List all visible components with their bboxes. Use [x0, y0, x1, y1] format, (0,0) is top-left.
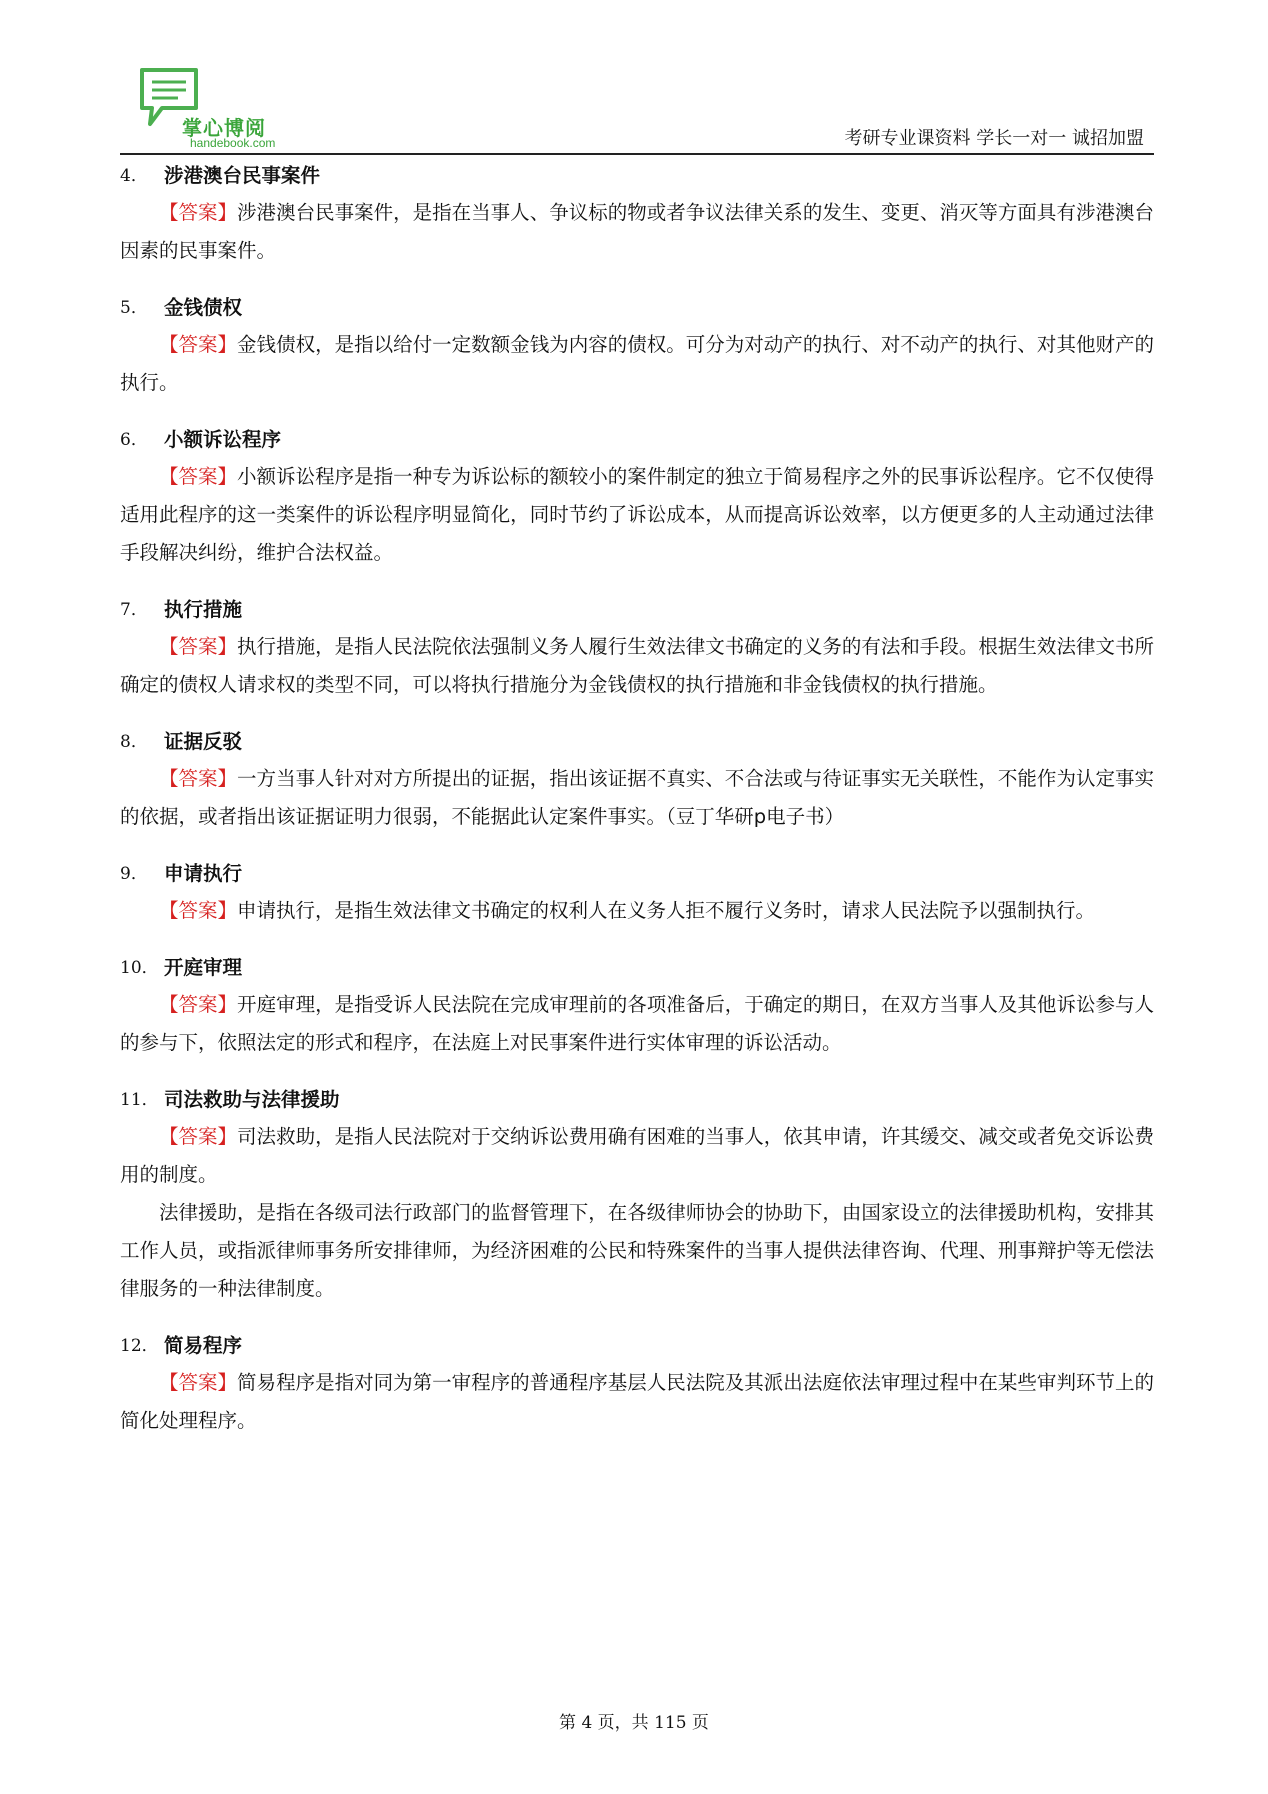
definition-paragraph	[120, 1364, 1154, 1440]
definition-text: 涉港澳台民事案件，是指在当事人、争议标的物或者争议法律关系的发生、变更、消灭等方面具有涉港澳台因素的民事案件。	[120, 201, 1154, 262]
term-number: 9．	[120, 864, 148, 884]
definition-paragraph	[120, 892, 1154, 930]
term-heading	[120, 422, 1154, 458]
logo-url: handebook.com	[190, 136, 276, 150]
term-title: 简易程序	[164, 1334, 243, 1357]
term-entry	[120, 158, 1154, 270]
term-entry	[120, 724, 1154, 836]
answer-tag: 【答案】	[159, 899, 238, 922]
definition-text: 简易程序是指对同为第一审程序的普通程序基层人民法院及其派出法庭依法审理过程中在某些审判环节上的简化处理程序。	[120, 1371, 1154, 1432]
term-title: 执行措施	[164, 598, 243, 621]
header-divider	[120, 153, 1154, 155]
term-entry	[120, 290, 1154, 402]
logo	[136, 64, 286, 148]
definition-paragraph	[120, 458, 1154, 572]
definition-paragraph	[120, 628, 1154, 704]
term-entry	[120, 422, 1154, 572]
term-number: 7．	[120, 600, 148, 620]
term-heading	[120, 950, 1154, 986]
term-heading	[120, 290, 1154, 326]
term-title: 开庭审理	[164, 956, 243, 979]
definition-text: 一方当事人针对对方所提出的证据，指出该证据不真实、不合法或与待证事实无关联性，不能作为认定事实的依据，或者指出该证据证明力很弱，不能据此认定案件事实。（豆丁华研p电子书）	[120, 767, 1154, 828]
definition-text: 司法救助，是指人民法院对于交纳诉讼费用确有困难的当事人，依其申请，许其缓交、减交或者免交诉讼费用的制度。	[120, 1125, 1154, 1186]
answer-tag: 【答案】	[159, 1371, 238, 1394]
term-number: 4．	[120, 166, 148, 186]
answer-tag: 【答案】	[159, 333, 238, 356]
definition-text: 小额诉讼程序是指一种专为诉讼标的额较小的案件制定的独立于简易程序之外的民事诉讼程序。它不仅使得适用此程序的这一类案件的诉讼程序明显简化，同时节约了诉讼成本，从而提高诉讼效率，以方便更多的人主动通过法律手段解决纠纷，维护合法权益。	[120, 465, 1154, 564]
term-number: 12．	[120, 1336, 159, 1356]
definition-paragraph	[120, 1194, 1154, 1308]
page-header	[120, 58, 1154, 154]
page-number: 第 4 页，共 115 页	[559, 1713, 709, 1733]
term-entry	[120, 592, 1154, 704]
definition-paragraph	[120, 760, 1154, 836]
term-heading	[120, 1082, 1154, 1118]
term-title: 证据反驳	[164, 730, 243, 753]
answer-tag: 【答案】	[159, 201, 238, 224]
answer-tag: 【答案】	[159, 635, 238, 658]
document-body	[120, 158, 1154, 1460]
term-heading	[120, 1328, 1154, 1364]
definition-paragraph	[120, 326, 1154, 402]
term-entry	[120, 1082, 1154, 1308]
answer-tag: 【答案】	[159, 1125, 238, 1148]
term-title: 小额诉讼程序	[164, 428, 282, 451]
definition-text: 执行措施，是指人民法院依法强制义务人履行生效法律文书确定的义务的有法和手段。根据生效法律文书所确定的债权人请求权的类型不同，可以将执行措施分为金钱债权的执行措施和非金钱债权的执行措施。	[120, 635, 1154, 696]
definition-text: 法律援助，是指在各级司法行政部门的监督管理下，在各级律师协会的协助下，由国家设立的法律援助机构，安排其工作人员，或指派律师事务所安排律师，为经济困难的公民和特殊案件的当事人提供法律咨询、代理、刑事辩护等无偿法律服务的一种法律制度。	[120, 1201, 1154, 1300]
term-number: 5．	[120, 298, 148, 318]
term-heading	[120, 856, 1154, 892]
definition-text: 申请执行，是指生效法律文书确定的权利人在义务人拒不履行义务时，请求人民法院予以强制执行。	[237, 899, 1096, 922]
header-tagline: 考研专业课资料 学长一对一 诚招加盟	[844, 128, 1144, 149]
term-heading	[120, 592, 1154, 628]
definition-paragraph	[120, 1118, 1154, 1194]
logo-text: 掌心博阅	[182, 116, 266, 140]
answer-tag: 【答案】	[159, 767, 238, 790]
definition-paragraph	[120, 986, 1154, 1062]
term-number: 6．	[120, 430, 148, 450]
answer-tag: 【答案】	[159, 465, 238, 488]
definition-paragraph	[120, 194, 1154, 270]
term-number: 11．	[120, 1090, 159, 1110]
term-entry	[120, 1328, 1154, 1440]
term-title: 涉港澳台民事案件	[164, 164, 321, 187]
term-number: 10．	[120, 958, 159, 978]
term-title: 申请执行	[164, 862, 243, 885]
term-number: 8．	[120, 732, 148, 752]
term-entry	[120, 950, 1154, 1062]
term-heading	[120, 724, 1154, 760]
term-heading	[120, 158, 1154, 194]
definition-text: 金钱债权，是指以给付一定数额金钱为内容的债权。可分为对动产的执行、对不动产的执行、对其他财产的执行。	[120, 333, 1154, 394]
term-entry	[120, 856, 1154, 930]
answer-tag: 【答案】	[159, 993, 238, 1016]
definition-text: 开庭审理，是指受诉人民法院在完成审理前的各项准备后，于确定的期日，在双方当事人及其他诉讼参与人的参与下，依照法定的形式和程序，在法庭上对民事案件进行实体审理的诉讼活动。	[120, 993, 1154, 1054]
term-title: 金钱债权	[164, 296, 243, 319]
term-title: 司法救助与法律援助	[164, 1088, 340, 1111]
